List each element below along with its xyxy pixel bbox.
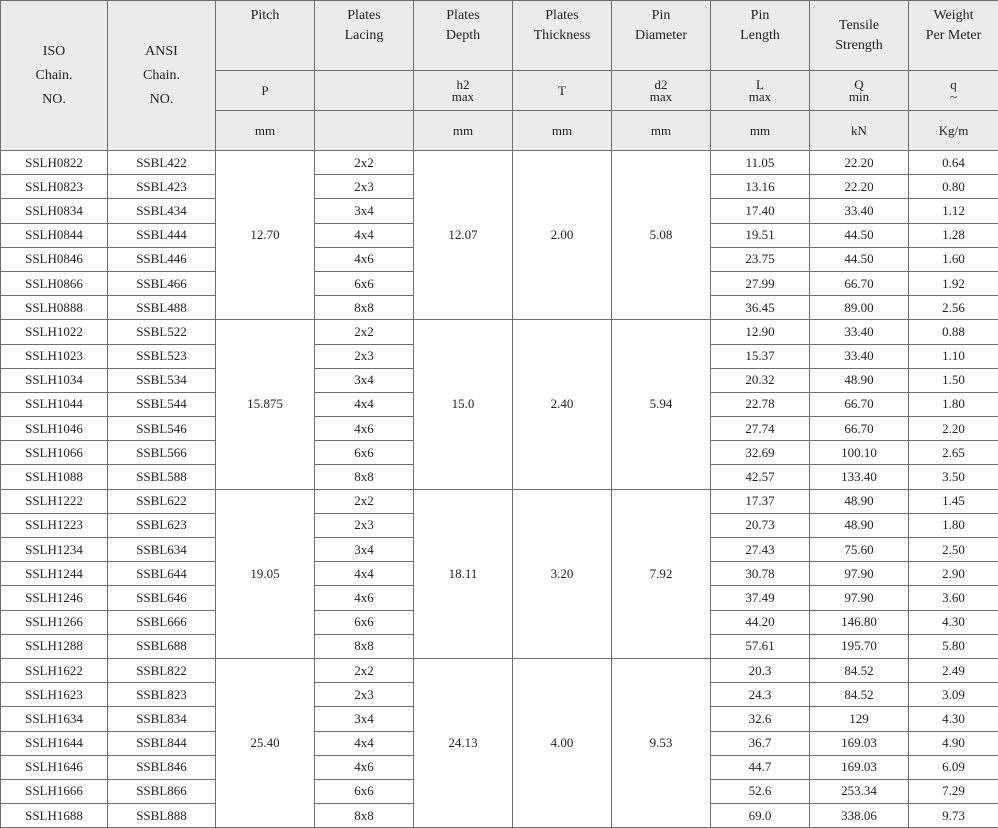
pin-length-cell: 20.73 xyxy=(711,513,810,537)
iso-chain-no-cell: SSLH0844 xyxy=(1,223,108,247)
tensile-strength-cell: 146.80 xyxy=(810,610,909,634)
ansi-chain-no-cell: SSBL844 xyxy=(108,731,216,755)
plates-lacing-cell: 4x6 xyxy=(315,586,414,610)
weight-per-meter-header: Weight Per Meter xyxy=(909,1,998,71)
iso-chain-no-cell: SSLH1688 xyxy=(1,804,108,828)
ansi-chain-no-cell: SSBL834 xyxy=(108,707,216,731)
pin-length-cell: 24.3 xyxy=(711,683,810,707)
ansi-chain-no-cell: SSBL866 xyxy=(108,779,216,803)
tensile-strength-cell: 89.00 xyxy=(810,296,909,320)
iso-chain-no-cell: SSLH0888 xyxy=(1,296,108,320)
tensile-strength-cell: 66.70 xyxy=(810,271,909,295)
tensile-strength-cell: 84.52 xyxy=(810,683,909,707)
pin-length-cell: 44.20 xyxy=(711,610,810,634)
pin-length-cell: 19.51 xyxy=(711,223,810,247)
weight-per-meter-cell: 4.30 xyxy=(909,707,998,731)
pin-length-unit: mm xyxy=(711,111,810,151)
pin-diameter-cell: 5.08 xyxy=(612,151,711,320)
pin-length-cell: 12.90 xyxy=(711,320,810,344)
plates-lacing-cell: 8x8 xyxy=(315,296,414,320)
ansi-chain-no-cell: SSBL446 xyxy=(108,247,216,271)
plates-depth-cell: 24.13 xyxy=(414,658,513,827)
pin-length-cell: 42.57 xyxy=(711,465,810,489)
plates-lacing-cell: 4x4 xyxy=(315,731,414,755)
plates-lacing-cell: 2x3 xyxy=(315,513,414,537)
plates-lacing-cell: 8x8 xyxy=(315,804,414,828)
iso-chain-no-cell: SSLH0846 xyxy=(1,247,108,271)
weight-per-meter-cell: 3.09 xyxy=(909,683,998,707)
pin-diameter-cell: 5.94 xyxy=(612,320,711,489)
iso-chain-no-cell: SSLH1046 xyxy=(1,417,108,441)
iso-chain-no-cell: SSLH1244 xyxy=(1,562,108,586)
tensile-strength-cell: 195.70 xyxy=(810,634,909,658)
plates-lacing-cell: 4x6 xyxy=(315,417,414,441)
iso-chain-no-cell: SSLH0834 xyxy=(1,199,108,223)
ansi-chain-no-cell: SSBL566 xyxy=(108,441,216,465)
weight-per-meter-cell: 0.80 xyxy=(909,175,998,199)
ansi-chain-no-cell: SSBL646 xyxy=(108,586,216,610)
pin-length-cell: 17.40 xyxy=(711,199,810,223)
weight-per-meter-cell: 2.50 xyxy=(909,538,998,562)
tensile-strength-cell: 44.50 xyxy=(810,247,909,271)
pitch-cell: 12.70 xyxy=(216,151,315,320)
pin-length-cell: 15.37 xyxy=(711,344,810,368)
plates-depth-header: Plates Depth xyxy=(414,1,513,71)
iso-chain-no-cell: SSLH1088 xyxy=(1,465,108,489)
ansi-chain-no-cell: SSBL634 xyxy=(108,538,216,562)
ansi-chain-no-cell: SSBL488 xyxy=(108,296,216,320)
pin-length-cell: 52.6 xyxy=(711,779,810,803)
pin-length-cell: 44.7 xyxy=(711,755,810,779)
tensile-strength-cell: 133.40 xyxy=(810,465,909,489)
weight-per-meter-cell: 0.88 xyxy=(909,320,998,344)
ansi-chain-no-cell: SSBL622 xyxy=(108,489,216,513)
plates-lacing-cell: 4x6 xyxy=(315,247,414,271)
iso-chain-no-cell: SSLH1666 xyxy=(1,779,108,803)
pitch-symbol: P xyxy=(216,71,315,111)
tensile-strength-cell: 84.52 xyxy=(810,658,909,682)
pin-length-cell: 69.0 xyxy=(711,804,810,828)
ansi-chain-no-cell: SSBL444 xyxy=(108,223,216,247)
ansi-chain-no-cell: SSBL823 xyxy=(108,683,216,707)
pin-length-cell: 27.74 xyxy=(711,417,810,441)
plates-lacing-cell: 8x8 xyxy=(315,465,414,489)
iso-chain-no-cell: SSLH1646 xyxy=(1,755,108,779)
iso-chain-no-cell: SSLH1023 xyxy=(1,344,108,368)
weight-unit: Kg/m xyxy=(909,111,998,151)
iso-chain-no-cell: SSLH1066 xyxy=(1,441,108,465)
iso-chain-no-cell: SSLH1623 xyxy=(1,683,108,707)
tensile-strength-cell: 48.90 xyxy=(810,368,909,392)
plates-thickness-cell: 2.40 xyxy=(513,320,612,489)
thickness-symbol: T xyxy=(513,71,612,111)
weight-per-meter-cell: 2.65 xyxy=(909,441,998,465)
pin-diameter-unit: mm xyxy=(612,111,711,151)
weight-per-meter-cell: 1.28 xyxy=(909,223,998,247)
plates-lacing-cell: 3x4 xyxy=(315,368,414,392)
pin-length-cell: 27.99 xyxy=(711,271,810,295)
weight-per-meter-cell: 1.45 xyxy=(909,489,998,513)
ansi-chain-no-cell: SSBL546 xyxy=(108,417,216,441)
plates-lacing-cell: 6x6 xyxy=(315,441,414,465)
pin-length-cell: 23.75 xyxy=(711,247,810,271)
tensile-strength-cell: 97.90 xyxy=(810,586,909,610)
iso-chain-no-cell: SSLH1044 xyxy=(1,392,108,416)
ansi-chain-no-cell: SSBL822 xyxy=(108,658,216,682)
ansi-chain-no-cell: SSBL534 xyxy=(108,368,216,392)
tensile-strength-cell: 169.03 xyxy=(810,731,909,755)
weight-per-meter-cell: 0.64 xyxy=(909,151,998,175)
table-row xyxy=(1,151,998,175)
weight-per-meter-cell: 2.56 xyxy=(909,296,998,320)
iso-chain-no-cell: SSLH0822 xyxy=(1,151,108,175)
pin-length-cell: 11.05 xyxy=(711,151,810,175)
depth-unit: mm xyxy=(414,111,513,151)
iso-chain-no-cell: SSLH1622 xyxy=(1,658,108,682)
ansi-chain-no-cell: SSBL544 xyxy=(108,392,216,416)
tensile-strength-cell: 100.10 xyxy=(810,441,909,465)
ansi-chain-no-cell: SSBL644 xyxy=(108,562,216,586)
iso-chain-no-cell: SSLH1644 xyxy=(1,731,108,755)
plates-depth-cell: 15.0 xyxy=(414,320,513,489)
thickness-unit: mm xyxy=(513,111,612,151)
pin-length-header: Pin Length xyxy=(711,1,810,71)
iso-chain-no-cell: SSLH1288 xyxy=(1,634,108,658)
plates-lacing-cell: 2x3 xyxy=(315,344,414,368)
iso-chain-no-cell: SSLH1222 xyxy=(1,489,108,513)
pitch-cell: 15.875 xyxy=(216,320,315,489)
plates-thickness-cell: 3.20 xyxy=(513,489,612,658)
pin-length-symbol: L max xyxy=(711,71,810,111)
ansi-chain-no-cell: SSBL434 xyxy=(108,199,216,223)
tensile-strength-cell: 129 xyxy=(810,707,909,731)
tensile-strength-cell: 33.40 xyxy=(810,199,909,223)
pin-length-cell: 32.69 xyxy=(711,441,810,465)
weight-per-meter-cell: 2.49 xyxy=(909,658,998,682)
weight-per-meter-cell: 9.73 xyxy=(909,804,998,828)
plates-lacing-cell: 6x6 xyxy=(315,610,414,634)
plates-lacing-cell: 3x4 xyxy=(315,707,414,731)
plates-lacing-cell: 4x4 xyxy=(315,562,414,586)
pin-length-cell: 20.32 xyxy=(711,368,810,392)
table-row xyxy=(1,658,998,682)
pin-length-cell: 32.6 xyxy=(711,707,810,731)
weight-per-meter-cell: 4.30 xyxy=(909,610,998,634)
ansi-chain-no-cell: SSBL846 xyxy=(108,755,216,779)
tensile-strength-cell: 48.90 xyxy=(810,513,909,537)
plates-thickness-header: Plates Thickness xyxy=(513,1,612,71)
table-row xyxy=(1,489,998,513)
iso-chain-no-cell: SSLH1246 xyxy=(1,586,108,610)
tensile-strength-cell: 22.20 xyxy=(810,151,909,175)
plates-lacing-cell: 4x4 xyxy=(315,223,414,247)
plates-thickness-cell: 2.00 xyxy=(513,151,612,320)
iso-chain-no-cell: SSLH1634 xyxy=(1,707,108,731)
plates-lacing-cell: 4x4 xyxy=(315,392,414,416)
tensile-strength-cell: 169.03 xyxy=(810,755,909,779)
plates-lacing-cell: 2x3 xyxy=(315,175,414,199)
pin-length-cell: 22.78 xyxy=(711,392,810,416)
tensile-strength-cell: 22.20 xyxy=(810,175,909,199)
plates-lacing-cell: 3x4 xyxy=(315,538,414,562)
plates-thickness-cell: 4.00 xyxy=(513,658,612,827)
weight-per-meter-cell: 1.10 xyxy=(909,344,998,368)
lacing-unit xyxy=(315,111,414,151)
weight-per-meter-cell: 3.60 xyxy=(909,586,998,610)
iso-chain-no-cell: SSLH1234 xyxy=(1,538,108,562)
pin-length-cell: 57.61 xyxy=(711,634,810,658)
tensile-strength-header: Tensile Strength xyxy=(810,1,909,71)
tensile-strength-cell: 44.50 xyxy=(810,223,909,247)
weight-per-meter-cell: 3.50 xyxy=(909,465,998,489)
plates-lacing-cell: 4x6 xyxy=(315,755,414,779)
weight-per-meter-cell: 5.80 xyxy=(909,634,998,658)
weight-per-meter-cell: 1.80 xyxy=(909,513,998,537)
weight-per-meter-cell: 1.12 xyxy=(909,199,998,223)
ansi-chain-no-cell: SSBL522 xyxy=(108,320,216,344)
tensile-strength-cell: 66.70 xyxy=(810,392,909,416)
ansi-chain-no-cell: SSBL466 xyxy=(108,271,216,295)
pin-length-cell: 20.3 xyxy=(711,658,810,682)
pin-diameter-cell: 7.92 xyxy=(612,489,711,658)
weight-per-meter-cell: 2.20 xyxy=(909,417,998,441)
iso-chain-no-cell: SSLH0823 xyxy=(1,175,108,199)
plates-lacing-cell: 2x2 xyxy=(315,658,414,682)
weight-per-meter-cell: 1.60 xyxy=(909,247,998,271)
ansi-chain-no-cell: SSBL888 xyxy=(108,804,216,828)
pin-length-cell: 36.45 xyxy=(711,296,810,320)
pin-length-cell: 36.7 xyxy=(711,731,810,755)
ansi-chain-no-cell: SSBL688 xyxy=(108,634,216,658)
pitch-cell: 19.05 xyxy=(216,489,315,658)
pin-length-cell: 13.16 xyxy=(711,175,810,199)
ansi-chain-no-cell: SSBL523 xyxy=(108,344,216,368)
iso-chain-no-cell: SSLH1022 xyxy=(1,320,108,344)
plates-lacing-cell: 6x6 xyxy=(315,271,414,295)
weight-per-meter-cell: 1.50 xyxy=(909,368,998,392)
tensile-strength-symbol: Q min xyxy=(810,71,909,111)
table-body xyxy=(1,151,998,828)
pitch-unit: mm xyxy=(216,111,315,151)
pin-length-cell: 17.37 xyxy=(711,489,810,513)
tensile-strength-cell: 48.90 xyxy=(810,489,909,513)
lacing-symbol xyxy=(315,71,414,111)
pitch-cell: 25.40 xyxy=(216,658,315,827)
pin-diameter-header: Pin Diameter xyxy=(612,1,711,71)
plates-lacing-cell: 3x4 xyxy=(315,199,414,223)
tensile-strength-cell: 66.70 xyxy=(810,417,909,441)
pin-length-cell: 30.78 xyxy=(711,562,810,586)
tensile-strength-cell: 97.90 xyxy=(810,562,909,586)
plates-depth-cell: 12.07 xyxy=(414,151,513,320)
weight-symbol: q ~ xyxy=(909,71,998,111)
weight-per-meter-cell: 6.09 xyxy=(909,755,998,779)
ansi-chain-no-cell: SSBL422 xyxy=(108,151,216,175)
weight-per-meter-cell: 1.80 xyxy=(909,392,998,416)
ansi-chain-no-cell: SSBL588 xyxy=(108,465,216,489)
pitch-header: Pitch xyxy=(216,1,315,71)
tensile-strength-cell: 33.40 xyxy=(810,320,909,344)
pin-diameter-cell: 9.53 xyxy=(612,658,711,827)
plates-lacing-cell: 2x3 xyxy=(315,683,414,707)
ansi-chain-no-header: ANSI Chain. NO. xyxy=(108,1,216,151)
plates-lacing-cell: 6x6 xyxy=(315,779,414,803)
weight-per-meter-cell: 4.90 xyxy=(909,731,998,755)
weight-per-meter-cell: 1.92 xyxy=(909,271,998,295)
plates-lacing-cell: 2x2 xyxy=(315,489,414,513)
ansi-chain-no-cell: SSBL423 xyxy=(108,175,216,199)
pin-diameter-symbol: d2 max xyxy=(612,71,711,111)
iso-chain-no-cell: SSLH1266 xyxy=(1,610,108,634)
iso-chain-no-cell: SSLH0866 xyxy=(1,271,108,295)
depth-symbol: h2 max xyxy=(414,71,513,111)
tensile-strength-cell: 253.34 xyxy=(810,779,909,803)
plates-lacing-header: Plates Lacing xyxy=(315,1,414,71)
weight-per-meter-cell: 2.90 xyxy=(909,562,998,586)
tensile-strength-cell: 75.60 xyxy=(810,538,909,562)
table-header xyxy=(1,1,998,151)
ansi-chain-no-cell: SSBL666 xyxy=(108,610,216,634)
plates-lacing-cell: 2x2 xyxy=(315,151,414,175)
pin-length-cell: 37.49 xyxy=(711,586,810,610)
table-row xyxy=(1,320,998,344)
weight-per-meter-cell: 7.29 xyxy=(909,779,998,803)
plates-lacing-cell: 2x2 xyxy=(315,320,414,344)
plates-depth-cell: 18.11 xyxy=(414,489,513,658)
iso-chain-no-cell: SSLH1223 xyxy=(1,513,108,537)
tensile-strength-cell: 338.06 xyxy=(810,804,909,828)
tensile-strength-unit: kN xyxy=(810,111,909,151)
iso-chain-no-cell: SSLH1034 xyxy=(1,368,108,392)
pin-length-cell: 27.43 xyxy=(711,538,810,562)
iso-chain-no-header: ISO Chain. NO. xyxy=(1,1,108,151)
ansi-chain-no-cell: SSBL623 xyxy=(108,513,216,537)
plates-lacing-cell: 8x8 xyxy=(315,634,414,658)
tensile-strength-cell: 33.40 xyxy=(810,344,909,368)
